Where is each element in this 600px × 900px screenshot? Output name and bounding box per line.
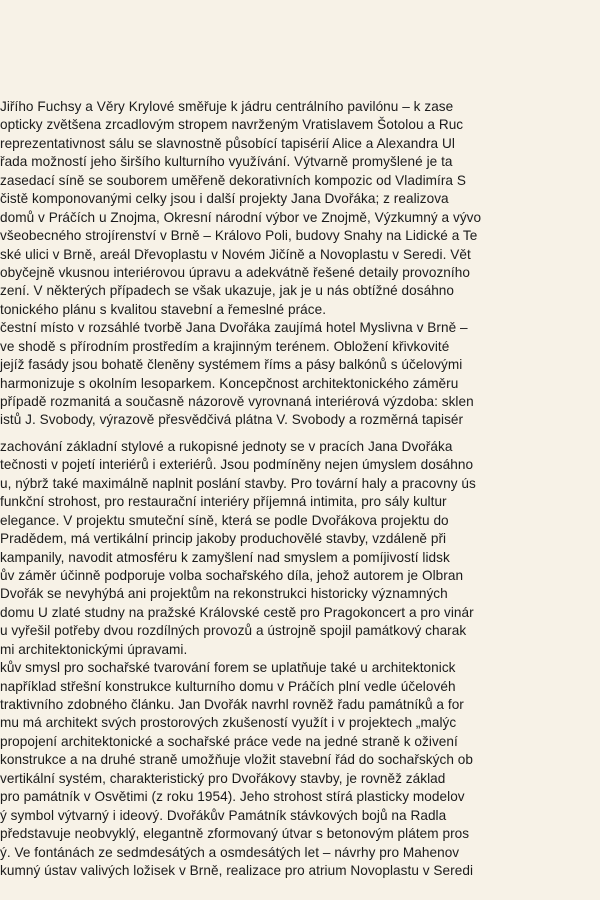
text-line: reprezentativnost sálu se slavnostně působící tapisérií Alice a Alexandra Ul <box>0 135 455 151</box>
paragraph-2 <box>0 319 600 430</box>
paragraph-4 <box>0 659 600 880</box>
paragraph-1 <box>0 98 600 319</box>
text-line: všeobecného strojírenství v Brně – Královo Poli, budovy Snahy na Lidické a Te <box>0 228 478 244</box>
text-line: čestní místo v rozsáhlé tvorbě Jana Dvořáka zaujímá hotel Myslivna v Brně – <box>0 320 468 336</box>
text-line: kův smysl pro sochařské tvarování forem se uplatňuje také u architektonick <box>0 660 456 676</box>
text-line: pro památník v Osvětimi (z roku 1954). Jeho strohost stírá plasticky modelov <box>0 789 465 805</box>
text-line: tečnosti v pojetí interiérů i exteriérů. Jsou podmíněny nejen úmyslem dosáhno <box>0 457 474 473</box>
paragraph-spacing <box>0 430 600 438</box>
text-line: traktivního zdobného článku. Jan Dvořák navrhl rovněž řadu památníků a for <box>0 697 464 712</box>
body-text <box>0 98 600 880</box>
text-line: kampanily, navodit atmosféru k zamyšlení nad smyslem a pomíjivostí lidsk <box>0 549 450 565</box>
text-line: harmonizuje s okolním lesoparkem. Koncepčnost architektonického záměru <box>0 375 459 391</box>
text-line: Pradědem, má vertikální princip jakoby produchovělé stavby, vzdáleně při <box>0 531 447 547</box>
text-line: ý symbol výtvarný i ideový. Dvořákův Památník stávkových bojů na Radla <box>0 807 447 823</box>
text-line: vertikální systém, charakteristický pro Dvořákovy stavby, je rovněž základ <box>0 770 446 786</box>
text-line: ý. Ve fontánách ze sedmdesátých a osmdesátých let – návrhy pro Mahenov <box>0 844 460 860</box>
text-line: ve shodě s přírodním prostředím a krajinným terénem. Obložení křivkovité <box>0 338 450 354</box>
text-line: zení. V některých případech se však ukazuje, jak je u nás obtížné dosáhno <box>0 283 455 299</box>
text-line: ské ulici v Brně, areál Dřevoplastu v Novém Jičíně a Novoplastu v Seredi. Vět <box>0 246 471 262</box>
text-line: představuje neobvyklý, elegantně zformovaný útvar s betonovým plátem pros <box>0 826 470 842</box>
text-line: řada možností jeho širšího kulturního využívání. Výtvarně promyšlené je ta <box>0 154 453 170</box>
text-line: elegance. V projektu smuteční síně, která se podle Dvořákova projektu do <box>0 512 449 528</box>
text-line: tonického plánu s kvalitou stavební a řemeslné práce. <box>0 301 327 317</box>
text-line: případě rozmanitá a současně názorově vyrovnaná interiérová výzdoba: sklen <box>0 394 474 409</box>
text-line: propojení architektonické a sochařské práce vede na jedné straně k oživení <box>0 733 458 749</box>
text-line: Jiřího Fuchsy a Věry Krylové směřuje k jádru centrálního pavilónu – k zase <box>0 99 454 114</box>
text-line: zasedací síně se souborem uměřeně dekorativních kompozic od Vladimíra S <box>0 172 466 188</box>
text-line: opticky zvětšena zrcadlovým stropem navrženým Vratislavem Šotolou a Ruc <box>0 117 464 133</box>
text-line: obyčejně vkusnou interiérovou úpravu a adekvátně řešené detaily provozního <box>0 264 470 280</box>
text-line: istů J. Svobody, výrazově přesvědčivá plátna V. Svobody a rozměrná tapisér <box>0 412 464 428</box>
text-line: domu U zlaté studny na pražské Královské cestě pro Pragokoncert a pro vinár <box>0 604 474 620</box>
text-line: u, nýbrž také maximálně naplnit poslání stavby. Pro tovární haly a pracovny ús <box>0 475 476 491</box>
paragraph-3 <box>0 438 600 659</box>
text-line: domů v Práčích u Znojma, Okresní národní výbor ve Znojmě, Výzkumný a vývo <box>0 209 482 225</box>
text-line: ův záměr účinně podporuje volba sochařského díla, jehož autorem je Olbran <box>0 567 464 583</box>
text-line: mi architektonickými úpravami. <box>0 641 188 657</box>
text-line: Dvořák se nevyhýbá ani projektům na rekonstrukci historicky významných <box>0 586 448 602</box>
text-line: čistě komponovanými celky jsou i další projekty Jana Dvořáka; z realizova <box>0 191 449 207</box>
text-line: u vyřešil potřeby dvou rozdílných provozů a ústrojně spojil památkový charak <box>0 623 467 639</box>
text-line: konstrukce a na druhé straně umožňuje vložit stavební řád do sochařských ob <box>0 752 473 768</box>
text-line: mu má architekt svých prostorových zkušeností využít i v projektech „malýc <box>0 715 457 731</box>
text-line: kumný ústav valivých ložisek v Brně, realizace pro atrium Novoplastu v Seredi <box>0 862 474 878</box>
text-line: jejíž fasády jsou bohatě členěny systémem říms a pásy balkónů s účelovými <box>0 357 463 373</box>
text-line: například střešní konstrukce kulturního domu v Práčích plní vedle účelovéh <box>0 678 456 694</box>
text-line: funkční strohost, pro restaurační interiéry příjemná intimita, pro sály kultur <box>0 494 447 510</box>
text-line: zachování základní stylové a rukopisné jednoty se v pracích Jana Dvořáka <box>0 438 453 454</box>
